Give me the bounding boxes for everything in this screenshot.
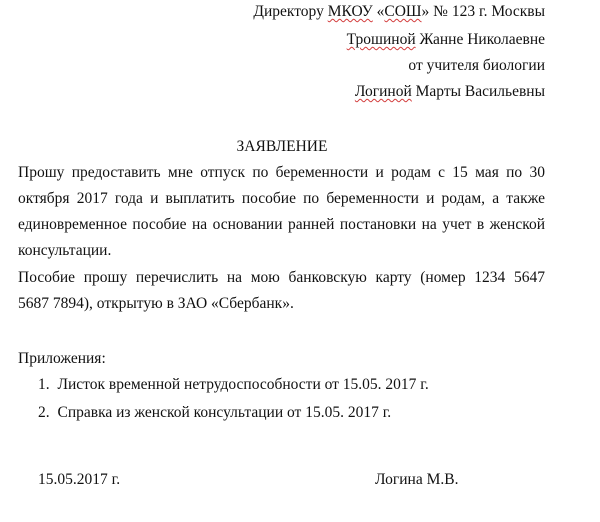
- paragraph-line: 5687 7894), открытую в ЗАО «Сбербанк».: [18, 295, 294, 312]
- addressee-name-line: [347, 31, 545, 49]
- paragraph-line: консультации.: [18, 242, 112, 259]
- addressee-line: [253, 3, 545, 21]
- paragraph-line: октября 2017 года и выплатить пособие по беременности и родам, а также: [18, 190, 545, 207]
- paragraph-line: единовременное пособие на основании ранней постановки на учет в женской: [18, 216, 545, 233]
- sender-surname: Логиной: [354, 83, 412, 100]
- sender-given-names: Марты Васильевны: [411, 83, 545, 100]
- paragraph-line: Пособие прошу перечислить на мою банковскую карту (номер 1234 5647: [18, 269, 545, 286]
- attachment-item: [38, 404, 391, 422]
- attachment-number: 1.: [38, 376, 50, 393]
- paragraph-line: Прошу предоставить мне отпуск по беременности и родам с 15 мая по 30: [18, 164, 545, 181]
- school-abbr: СОШ: [384, 3, 422, 20]
- attachments-heading: Приложения:: [18, 350, 106, 367]
- attachment-text: Листок временной нетрудоспособности от 15.05. 2017 г.: [57, 376, 429, 393]
- attachment-item: [38, 376, 429, 394]
- school-number-city: » № 123 г. Москвы: [421, 3, 545, 20]
- sender-name-line: [355, 83, 545, 101]
- document-title: ЗАЯВЛЕНИЕ: [236, 138, 328, 155]
- attachment-number: 2.: [38, 404, 50, 421]
- addressee-prefix: Директору: [253, 3, 328, 20]
- addressee-surname: Трошиной: [346, 31, 416, 48]
- quote-open: «: [372, 3, 385, 20]
- signature-name: Логина М.В.: [375, 471, 459, 488]
- school-type: МКОУ: [327, 3, 373, 20]
- attachment-text: Справка из женской консультации от 15.05. 2017 г.: [57, 404, 392, 421]
- document-date: 15.05.2017 г.: [38, 471, 121, 488]
- addressee-given-names: Жанне Николаевне: [415, 31, 545, 48]
- sender-role-line: от учителя биологии: [408, 57, 545, 74]
